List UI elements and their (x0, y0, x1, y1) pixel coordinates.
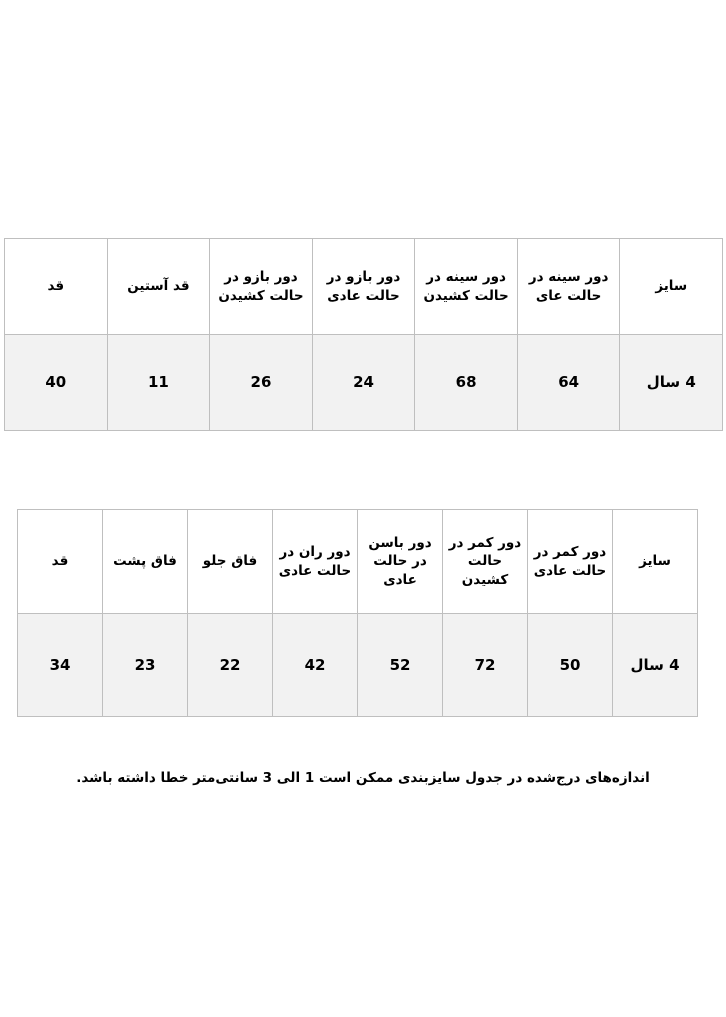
value-cell-arm-stretched: 26 (210, 335, 313, 431)
header-cell-front-rise: فاق جلو (188, 510, 273, 614)
header-cell-waist-stretched: دور کمر در حالت کشیدن (443, 510, 528, 614)
value-cell-thigh-normal: 42 (273, 614, 358, 717)
value-cell-size: 4 سال (613, 614, 698, 717)
header-cell-length: قد (5, 239, 108, 335)
value-cell-front-rise: 22 (188, 614, 273, 717)
header-cell-sleeve-length: قد آستین (107, 239, 210, 335)
header-cell-length: قد (18, 510, 103, 614)
header-cell-chest-stretched: دور سینه در حالت کشیدن (415, 239, 518, 335)
header-cell-waist-normal: دور کمر در حالت عادی (528, 510, 613, 614)
header-cell-arm-normal: دور بازو در حالت عادی (312, 239, 415, 335)
header-cell-arm-stretched: دور بازو در حالت کشیدن (210, 239, 313, 335)
value-cell-arm-normal: 24 (312, 335, 415, 431)
header-cell-size: سایز (620, 239, 723, 335)
header-cell-thigh-normal: دور ران در حالت عادی (273, 510, 358, 614)
value-cell-chest-normal: 64 (517, 335, 620, 431)
table-header-row (5, 239, 723, 335)
value-cell-back-rise: 23 (103, 614, 188, 717)
header-cell-hip-normal: دور باسن در حالت عادی (358, 510, 443, 614)
value-cell-hip-normal: 52 (358, 614, 443, 717)
header-cell-size: سایز (613, 510, 698, 614)
header-cell-chest-normal: دور سینه در حالت عای (517, 239, 620, 335)
value-cell-waist-normal: 50 (528, 614, 613, 717)
size-table-top (4, 238, 723, 431)
size-table-bottom (17, 509, 698, 717)
value-cell-length: 34 (18, 614, 103, 717)
value-cell-size: 4 سال (620, 335, 723, 431)
table-header-row (18, 510, 698, 614)
header-cell-back-rise: فاق پشت (103, 510, 188, 614)
value-cell-chest-stretched: 68 (415, 335, 518, 431)
value-cell-sleeve-length: 11 (107, 335, 210, 431)
value-cell-length: 40 (5, 335, 108, 431)
table-row (18, 614, 698, 717)
table-row (5, 335, 723, 431)
value-cell-waist-stretched: 72 (443, 614, 528, 717)
size-tolerance-note: اندازه‌های درج‌شده در جدول سایزبندی ممکن است 1 الی 3 سانتی‌متر خطا داشته باشد. (76, 770, 650, 786)
